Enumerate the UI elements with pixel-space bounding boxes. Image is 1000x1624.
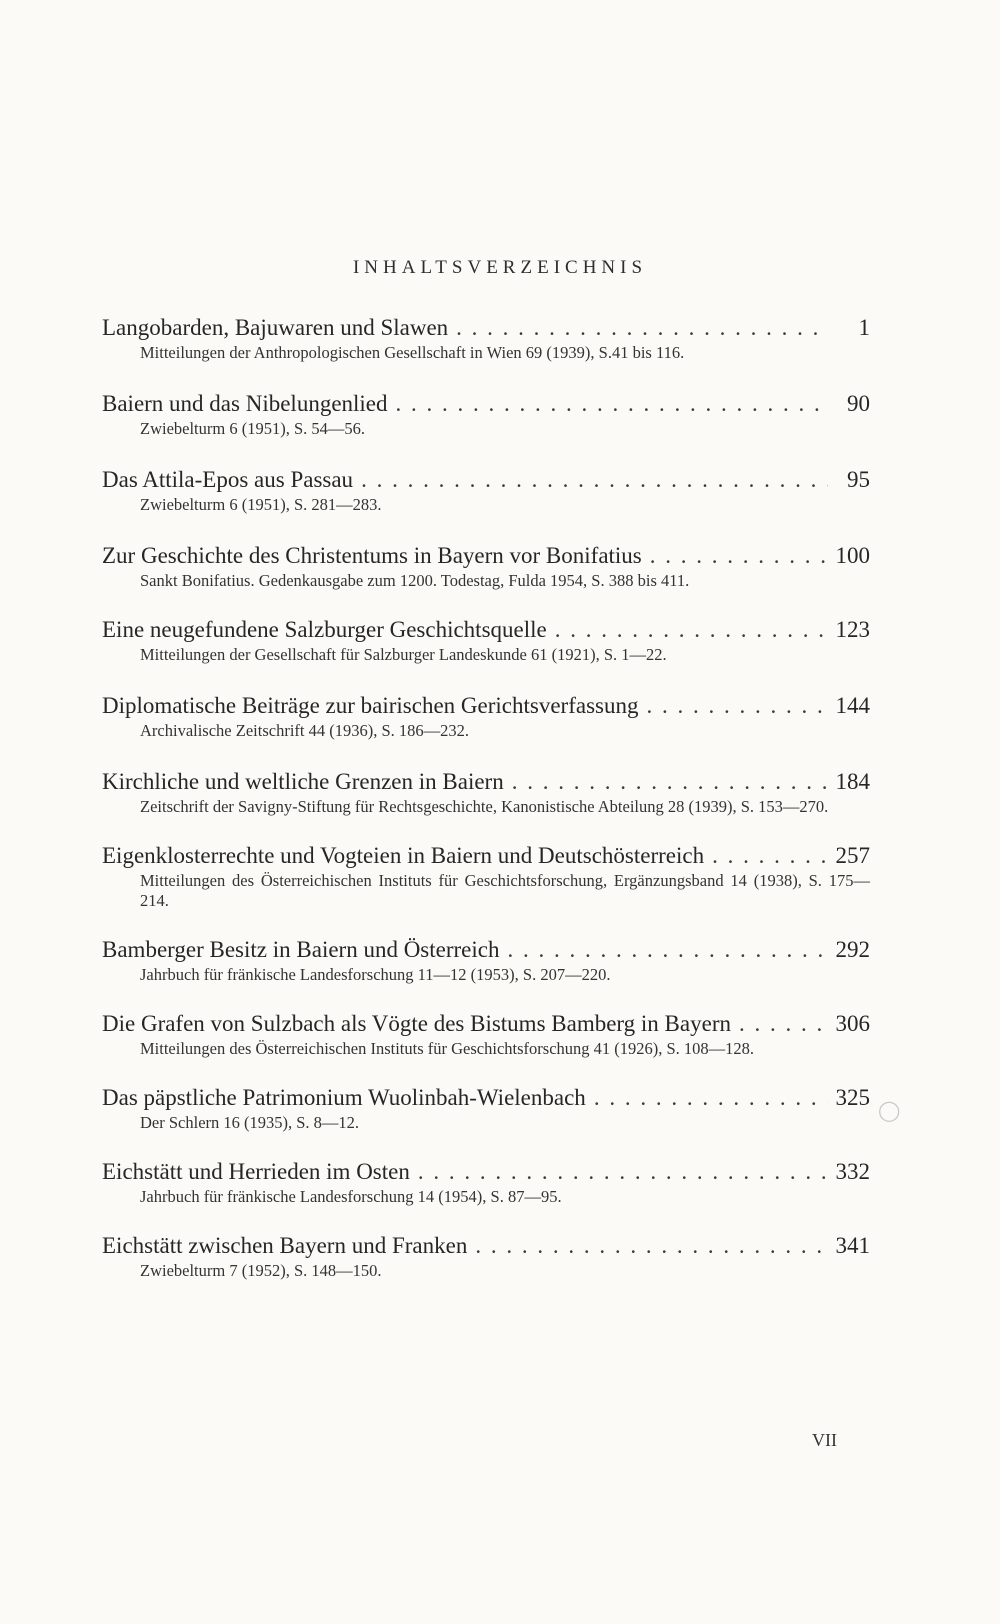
entry-page-number: 95	[847, 467, 870, 492]
dot-leader	[650, 541, 828, 571]
entry-page-number: 306	[835, 1011, 870, 1036]
entry-title-line	[102, 541, 870, 571]
dot-leader	[418, 1157, 828, 1187]
dot-leader	[507, 935, 827, 965]
entry-source: Mitteilungen des Österreichischen Instituts für Geschichtsforschung 41 (1926), S. 108—128.	[140, 1039, 755, 1058]
entry-source: Archivalische Zeitschrift 44 (1936), S. 186—232.	[140, 721, 470, 740]
entry-page-number: 123	[835, 617, 870, 642]
entry-source: Sankt Bonifatius. Gedenkausgabe zum 1200. Todestag, Fulda 1954, S. 388 bis 411.	[140, 571, 690, 590]
entry-title-line	[102, 389, 870, 419]
toc-entry	[102, 465, 870, 515]
entry-title: Eichstätt zwischen Bayern und Franken	[102, 1233, 468, 1258]
table-of-contents	[102, 313, 870, 1281]
dot-leader	[456, 313, 828, 343]
page-folio: VII	[812, 1430, 837, 1450]
entry-title: Das päpstliche Patrimonium Wuolinbah-Wielenbach	[102, 1085, 586, 1110]
entry-title-line	[102, 465, 870, 495]
entry-source: Jahrbuch für fränkische Landesforschung 11—12 (1953), S. 207—220.	[140, 965, 611, 984]
entry-source: Zeitschrift der Savigny-Stiftung für Rechtsgeschichte, Kanonistische Abteilung 28 (1939), S. 153—270.	[140, 797, 829, 816]
entry-page-number: 144	[835, 693, 870, 718]
entry-title: Diplomatische Beiträge zur bairischen Gerichtsverfassung	[102, 693, 639, 718]
entry-page-number: 341	[835, 1233, 870, 1258]
entry-page-number: 90	[847, 391, 870, 416]
entry-title-line	[102, 1157, 870, 1187]
toc-entry	[102, 841, 870, 911]
dot-leader	[646, 691, 827, 721]
entry-title-line	[102, 935, 870, 965]
page-title: INHALTSVERZEICHNIS	[352, 257, 648, 278]
pencil-mark-icon: ◯	[878, 1100, 901, 1122]
entry-title: Bamberger Besitz in Baiern und Österreich	[102, 937, 500, 962]
toc-entry	[102, 691, 870, 741]
dot-leader	[512, 767, 828, 797]
entry-source: Zwiebelturm 6 (1951), S. 54—56.	[140, 419, 366, 438]
entry-title: Kirchliche und weltliche Grenzen in Baiern	[102, 769, 504, 794]
entry-title: Das Attila-Epos aus Passau	[102, 467, 354, 492]
toc-entry	[102, 1083, 870, 1133]
entry-source: Zwiebelturm 7 (1952), S. 148—150.	[140, 1261, 382, 1280]
entry-page-number: 100	[835, 543, 870, 568]
toc-entry	[102, 389, 870, 439]
entry-source: Mitteilungen der Gesellschaft für Salzburger Landeskunde 61 (1921), S. 1—22.	[140, 645, 667, 664]
entry-page-number: 257	[835, 843, 870, 868]
entry-page-number: 292	[835, 937, 870, 962]
dot-leader	[475, 1231, 827, 1261]
entry-title-line	[102, 1083, 870, 1113]
entry-title-line	[102, 691, 870, 721]
dot-leader	[594, 1083, 828, 1113]
toc-entry	[102, 313, 870, 363]
entry-title-line	[102, 1009, 870, 1039]
dot-leader	[396, 389, 828, 419]
dot-leader	[712, 841, 827, 871]
toc-entry	[102, 1231, 870, 1281]
toc-entry	[102, 1009, 870, 1059]
entry-page-number: 332	[835, 1159, 870, 1184]
dot-leader	[555, 615, 828, 645]
entry-title-line	[102, 615, 870, 645]
toc-entry	[102, 935, 870, 985]
entry-source: Zwiebelturm 6 (1951), S. 281—283.	[140, 495, 382, 514]
entry-title: Baiern und das Nibelungenlied	[102, 391, 388, 416]
entry-title-line	[102, 1231, 870, 1261]
toc-entry	[102, 1157, 870, 1207]
entry-title-line	[102, 767, 870, 797]
dot-leader	[361, 465, 828, 495]
entry-source: Mitteilungen des Österreichischen Instituts für Geschichtsforschung, Ergänzungsband 14 (1938), S. 175—214.	[140, 871, 870, 910]
entry-title: Zur Geschichte des Christentums in Bayern vor Bonifatius	[102, 543, 642, 568]
entry-source: Jahrbuch für fränkische Landesforschung 14 (1954), S. 87—95.	[140, 1187, 562, 1206]
entry-title-line	[102, 841, 870, 871]
entry-title: Die Grafen von Sulzbach als Vögte des Bistums Bamberg in Bayern	[102, 1011, 731, 1036]
entry-page-number: 325	[835, 1085, 870, 1110]
entry-source: Der Schlern 16 (1935), S. 8—12.	[140, 1113, 360, 1132]
entry-source: Mitteilungen der Anthropologischen Gesellschaft in Wien 69 (1939), S.41 bis 116.	[140, 343, 685, 362]
entry-title: Langobarden, Bajuwaren und Slawen	[102, 315, 449, 340]
entry-page-number: 1	[858, 315, 870, 340]
toc-entry	[102, 541, 870, 591]
dot-leader	[739, 1009, 828, 1039]
toc-entry	[102, 767, 870, 817]
entry-page-number: 184	[835, 769, 870, 794]
entry-title: Eichstätt und Herrieden im Osten	[102, 1159, 410, 1184]
entry-title-line	[102, 313, 870, 343]
toc-entry	[102, 615, 870, 665]
entry-title: Eigenklosterrechte und Vogteien in Baiern und Deutschösterreich	[102, 843, 705, 868]
entry-title: Eine neugefundene Salzburger Geschichtsquelle	[102, 617, 547, 642]
